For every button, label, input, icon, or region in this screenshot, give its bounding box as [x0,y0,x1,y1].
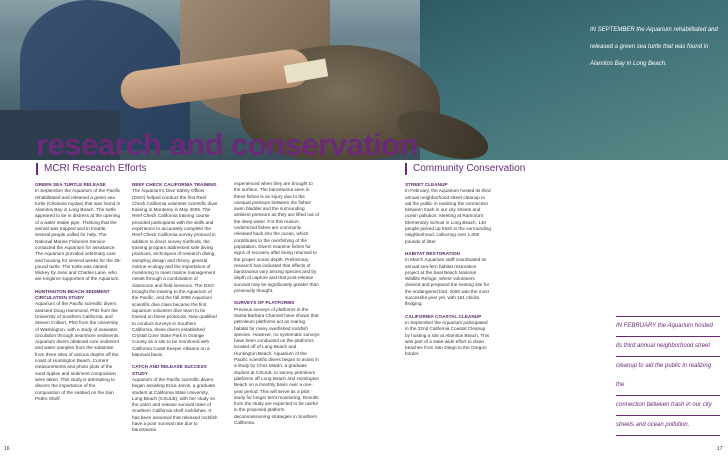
article-heading: CATCH AND RELEASE SUCCESS STUDY [132,364,207,376]
article-paragraph [132,182,218,358]
section-heading-research: MCRI Research Efforts [36,163,147,175]
pull-quote-line: cleanup to aid the public in realizing the [616,357,720,396]
article-body: In February, the Aquarium hosted its third annual neighborhood street cleanup to aid the public in realizing the connection between trash in our city streets and ocean pollution. Meeting at Ramona's Elementary School in Long Beach, 140 people picked up trash in the surrounding neighborhood, collecting over 1,000 pounds of litter. [405,188,491,244]
article-paragraph [405,182,491,245]
pull-quote-line: IN FEBRUARY the Aquarium hosted [616,316,720,337]
text-column-2 [132,181,218,461]
article-paragraph [35,289,121,402]
page-title: research and conservation [36,127,419,162]
article-heading: GREEN SEA TURTLE RELEASE [35,182,106,187]
text-column-4 [405,181,491,461]
article-body: The Aquarium's Dive Safety Officer (DSO) helped conduct the first Reef Check California volunteer scientific diver training in Monterey in May 2006. The Reef Check California training course provided participants with the skills and experience to accurately complete the Reef Check California survey protocol in addition to direct survey methods, the training program addressed safe diving practices, techniques of research diving, sampling design and theory, general marine ecology and the importance of monitoring to meet marine management needs through a combination of classroom and field sessions. The DSO brought the training to the Aquarium of the Pacific, and the fall 2006 Aquarium scientific dive class became the first aquarium volunteer dive team to be trained on these protocols. Now qualified to conduct surveys in Southern California, these divers established Crystal Cove State Park in Orange County as a site to be monitored with California Coast Keeper Alliance on a biannual basis. [132,188,218,358]
article-body: Previous surveys of platforms in the Santa Barbara Channel have shown that petroleum platforms act as rearing habitat for many overfished rockfish species. However, no systematic surveys have been conducted on the platforms located off of Long Beach and Huntington Beach. Aquarium of the Pacific scientific divers began to assist in a study by Chris Martin, a graduate student at CSULB, to survey petroleum platforms off Long Beach and Huntington Beach on a monthly basis over a one-year period. This will serve as a pilot study for longer term monitoring. Results from the study are expected to be useful in the proposed platform decommissioning strategies in Southern California. [234,306,320,425]
caption-line: released a green sea turtle that was found in [590,44,709,50]
article-paragraph [234,181,320,294]
page-number-left: 16 [4,446,10,452]
article-body: Aquarium of the Pacific scientific divers assisted Doug Hammond, PhD from the University of Southern California, and Steven Colbert, PhD from the University of Washington, with a study of seawater circulation through nearshore sediments. Aquarium divers obtained core sediment and water samples from the substrate from three sites of various depths off the coast of Huntington Beach. Current measurements and photo plots of the sand ripples and sediment composition were taken. This study is attempting to discern the importance of the composition of the seabed on the San Pedro Shelf. [35,301,120,401]
article-heading: CALIFORNIA COASTAL CLEANUP [405,313,482,319]
pull-quote-line: its third annual neighborhood street [616,337,720,357]
text-column-1 [35,181,121,461]
article-body: In March Aquarium staff coordinated its annual sea-fern habitat restoration project at the Seal Beach National Wildlife Refuge, where volunteers cleared and prepared the nesting site for the endangered bird. 2006 was the most successful year yet, with 161 chicks fledging. [405,257,490,307]
article-paragraph [132,364,218,433]
caption-line: Alamitos Bay in Long Beach. [590,61,667,67]
article-paragraph [405,314,491,358]
pull-quote-line: streets and ocean pollution. [616,416,720,436]
caption-line: IN SEPTEMBER the Aquarium rehabilitated and [590,27,718,33]
article-heading: SURVEYS OF PLATFORMS [234,300,295,306]
pull-quote [616,316,720,436]
article-body: In September the Aquarium participated in the 22nd California Coastal Cleanup by hosting a site at Alamitos Beach. This was part of a state-wide effort to clean beaches from San Diego to the Oregon border. [405,319,490,357]
article-body: In September the Aquarium of the Pacific rehabilitated and released a green sea turtle (Chelonia mydas) that was found in Alamitos Bay in Long Beach. The turtle appeared to be in distress at the opening of a water intake pipe. Thinking that the animal was trapped and in trouble, several people called for help. The National Marine Fisheries Service contacted the Aquarium for assistance. The Aquarium provided veterinary care and housing for several weeks for the 28-pound turtle. The turtle was named Mickey by Jean and Charles Lane, who are longtime supporters of the Aquarium. [35,188,121,282]
article-body: Aquarium of the Pacific scientific divers began assisting Erica Jarvis, a graduate student at California State University, Long Beach (CSULB), with her study on the catch and release survival rates of Southern California shelf rockfishes. It has been assumed that released rockfish have a poor survival rate due to barotrauma [132,376,218,433]
article-paragraph [234,300,320,426]
section-heading-community: Community Conservation [405,163,525,175]
pull-quote-line: connection between trash in our city [616,396,720,416]
article-heading: HABITAT RESTORATION [405,250,460,256]
article-paragraph [35,182,121,283]
photo-caption [590,22,720,73]
article-heading: REEF CHECK CALIFORNIA TRAINING [132,182,217,187]
page-number-right: 17 [717,446,723,452]
article-heading: HUNTINGTON BEACH SEDIMENT CIRCULATION STUDY [35,288,110,301]
article-heading: STREET CLEANUP [405,182,448,187]
article-paragraph [405,251,491,308]
text-column-3 [234,181,320,461]
article-body: experienced when they are brought to the surface. The barotrauma seen in these fishes is an injury due to the unequal pressure between the fishes' swim bladder and the surrounding ambient pressure as they are lifted out of the deep water. For this reason, undersized fishes are commonly released back into the ocean, which contributes to the overfishing of the population. Divers examine fishes for signs of recovery after being returned to the proper ocean depth. Preliminary research has indicated that effects of barotrauma vary among species and by depth of capture and that post-release survival may be significantly greater than previously thought. [234,181,319,294]
